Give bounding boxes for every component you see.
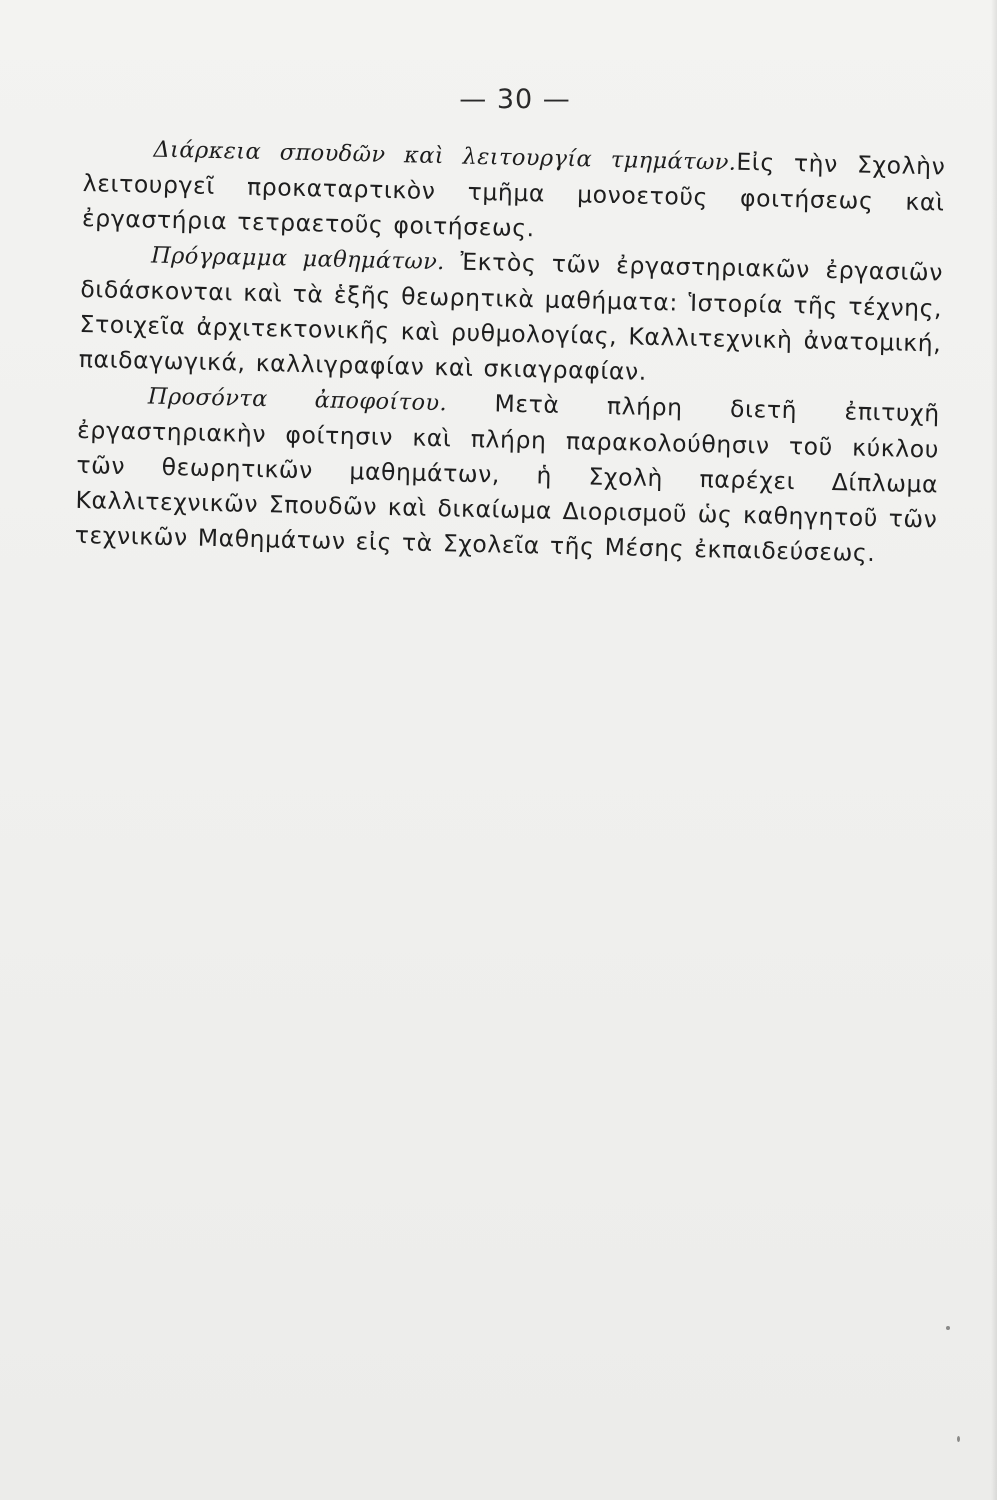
paragraph-text: Εἰς τὴν Σχολὴν λειτουργεῖ προκαταρτικὸν τμῆμα μονοετοῦς φοιτήσεως καὶ ἐργαστήρια τετραετοῦς φοιτήσεως. <box>81 147 946 243</box>
paper-speck <box>946 1326 950 1330</box>
paragraph-duration <box>82 130 946 256</box>
paper-speck <box>957 1436 960 1442</box>
section-heading: Προσόντα ἀποφοίτου. <box>147 383 448 417</box>
document-body <box>74 130 945 572</box>
page-number: — 30 — <box>459 84 571 115</box>
paragraph-text: Μετὰ πλήρη διετῆ ἐπιτυχῆ ἐργαστηριακὴν φοίτησιν καὶ πλήρη παρακολούθησιν τοῦ κύκλου τῶν θεωρητικῶν μαθημάτων, ἡ Σχολὴ παρέχει Δίπλωμα Καλλιτεχνικῶν Σπουδῶν καὶ δικαίωμα Διορισμοῦ ὡς καθηγητοῦ τῶν τεχνικῶν Μαθημάτων εἰς τὰ Σχολεῖα τῆς Μέσης ἐκπαιδεύσεως. <box>74 388 941 568</box>
paragraph-qualifications <box>74 377 940 573</box>
paragraph-curriculum <box>78 236 943 397</box>
paragraph-indent <box>78 402 148 404</box>
page-edge-shadow <box>991 0 997 1500</box>
paragraph-indent <box>81 261 151 263</box>
paragraph-text: Ἐκτὸς τῶν ἐργαστηριακῶν ἐργασιῶν διδάσκονται καὶ τὰ ἑξῆς θεωρητικὰ μαθήματα: Ἱστορία τῆς τέχνης, Στοιχεῖα ἀρχιτεκτονικῆς καὶ ρυθμολογίας, Καλλιτεχνικὴ ἀνατομική, παιδαγωγικά, καλλιγραφίαν καὶ σκιαγραφίαν. <box>78 247 944 386</box>
section-heading: Πρόγραμμα μαθημάτων. <box>150 242 446 276</box>
section-heading: Διάρκεια σπουδῶν καὶ λειτουργία τμημάτων. <box>153 136 737 176</box>
paragraph-indent <box>83 155 153 157</box>
